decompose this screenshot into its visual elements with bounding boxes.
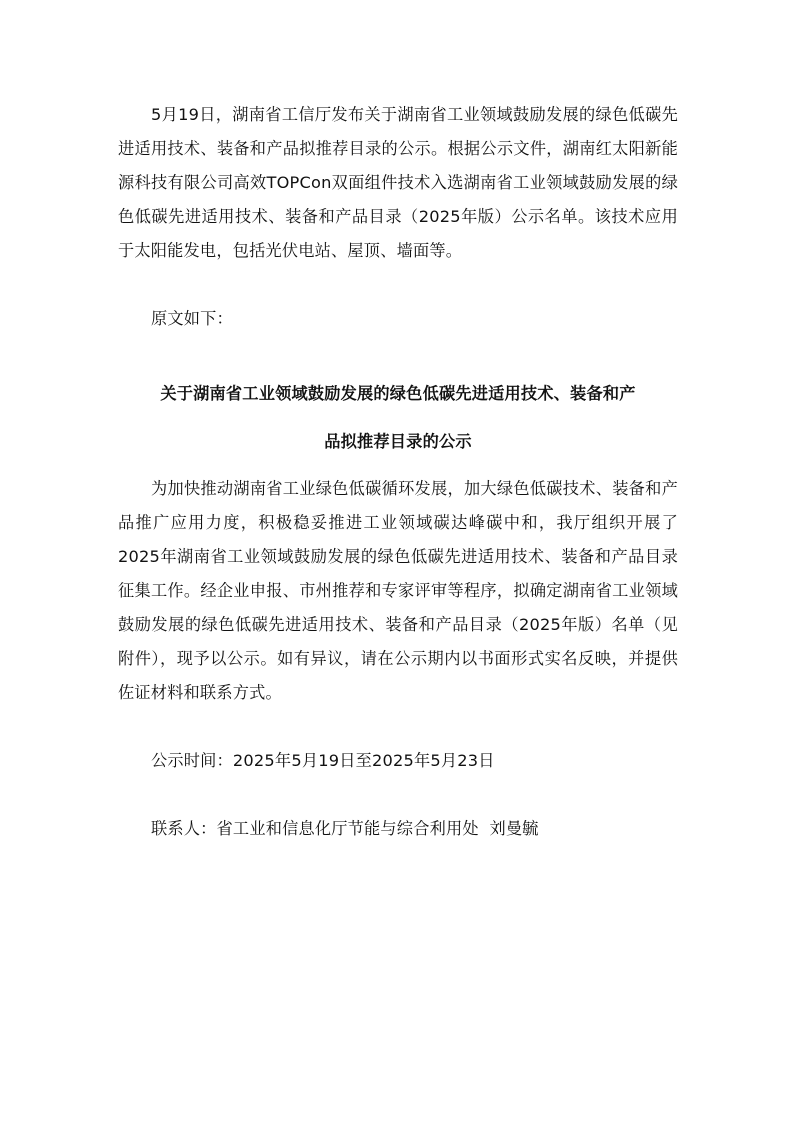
document-page bbox=[118, 98, 678, 846]
intro-paragraph: 5月19日，湖南省工信厅发布关于湖南省工业领域鼓励发展的绿色低碳先进适用技术、装备和产品拟推荐目录的公示。根据公示文件，湖南红太阳新能源科技有限公司高效TOPCon双面组件技术入选湖南省工业领域鼓励发展的绿色低碳先进适用技术、装备和产品目录（2025年版）公示名单。该技术应用于太阳能发电，包括光伏电站、屋顶、墙面等。 bbox=[118, 105, 678, 260]
spacer bbox=[118, 710, 678, 744]
notice-title-line-2: 品拟推荐目录的公示 bbox=[324, 432, 472, 451]
spacer bbox=[118, 268, 678, 302]
notice-title bbox=[118, 370, 678, 466]
spacer bbox=[118, 778, 678, 812]
spacer bbox=[118, 336, 678, 370]
original-text-label: 原文如下： bbox=[151, 309, 233, 328]
notice-period: 公示时间：2025年5月19日至2025年5月23日 bbox=[151, 751, 495, 770]
notice-title-line-1: 关于湖南省工业领域鼓励发展的绿色低碳先进适用技术、装备和产 bbox=[160, 384, 636, 403]
notice-body-paragraph: 为加快推动湖南省工业绿色低碳循环发展，加大绿色低碳技术、装备和产品推广应用力度，积极稳妥推进工业领域碳达峰碳中和，我厅组织开展了2025年湖南省工业领域鼓励发展的绿色低碳先进适用技术、装备和产品目录征集工作。经企业申报、市州推荐和专家评审等程序，拟确定湖南省工业领域鼓励发展的绿色低碳先进适用技术、装备和产品目录（2025年版）名单（见附件），现予以公示。如有异议，请在公示期内以书面形式实名反映，并提供佐证材料和联系方式。 bbox=[118, 479, 678, 702]
contact-person: 联系人：省工业和信息化厅节能与综合利用处 刘曼毓 bbox=[151, 819, 539, 838]
